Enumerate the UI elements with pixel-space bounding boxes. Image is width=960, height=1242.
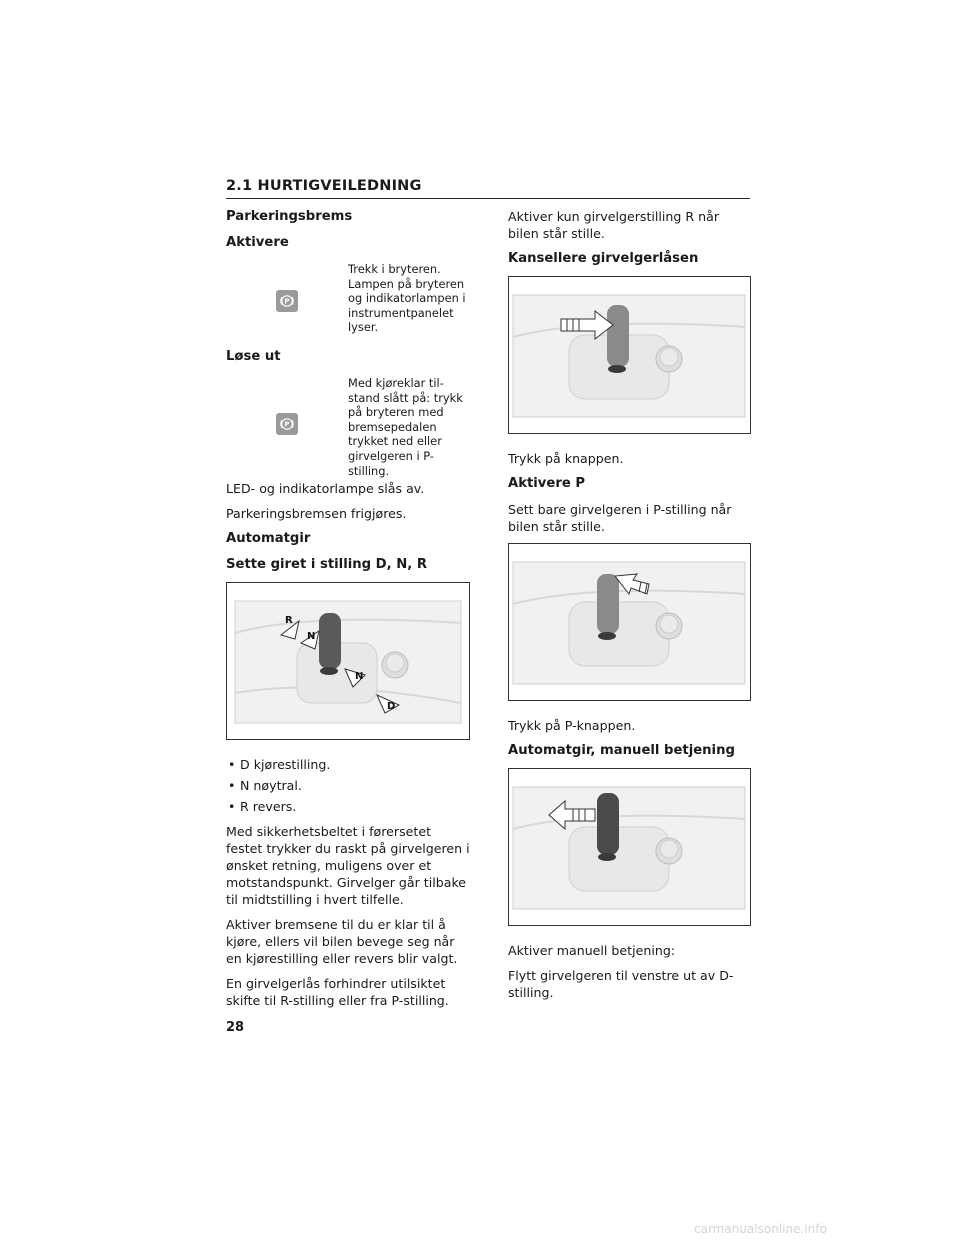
manual-mode-illustration bbox=[509, 769, 750, 925]
heading-activate-p: Aktivere P bbox=[508, 476, 586, 491]
para-press-p-button: Trykk på P-knappen. bbox=[508, 718, 636, 733]
heading-cancel-lock: Kansellere girvelgerlåsen bbox=[508, 251, 699, 266]
heading-release: Løse ut bbox=[226, 349, 281, 364]
page-number: 28 bbox=[226, 1020, 245, 1035]
para-move-selector: Flytt girvelgeren til venstre ut av D-stilling. bbox=[508, 968, 734, 1000]
para-press-button: Trykk på knappen. bbox=[508, 451, 624, 466]
heading-activate: Aktivere bbox=[226, 235, 289, 250]
activate-text: Trekk i bryteren. Lampen på bryteren og indikatorlampen i instrumentpanelet lyser. bbox=[348, 262, 466, 335]
right-column bbox=[508, 208, 751, 1009]
figure-label-d: D bbox=[387, 701, 396, 712]
para-r: Aktiver kun girvelgerstilling R når bilen står stille. bbox=[508, 209, 719, 241]
svg-text:P: P bbox=[284, 420, 290, 429]
activate-instruction bbox=[226, 260, 470, 342]
release-instruction bbox=[226, 374, 470, 478]
manual-mode-figure bbox=[508, 768, 751, 926]
p-button-figure bbox=[508, 543, 751, 701]
heading-automatic: Automatgir bbox=[226, 531, 311, 546]
gear-selector-dnr-figure bbox=[226, 582, 470, 740]
list-item: • D kjørestilling. bbox=[226, 756, 470, 773]
left-column bbox=[226, 208, 470, 1017]
para-brakes: Aktiver bremsene til du er klar til å kjøre, ellers vil bilen bevege seg når en kjørestilling eller revers blir valgt. bbox=[226, 917, 458, 966]
figure-label-r: R bbox=[285, 615, 293, 626]
gear-position-list bbox=[226, 756, 470, 815]
para-released: Parkeringsbremsen frigjøres. bbox=[226, 506, 407, 521]
section-header: 2.1 HURTIGVEILEDNING bbox=[226, 178, 750, 199]
heading-parking-brake: Parkeringsbrems bbox=[226, 209, 353, 224]
heading-dnr: Sette giret i stilling D, N, R bbox=[226, 557, 427, 572]
para-belt: Med sikkerhetsbeltet i førersetet festet trykker du raskt på girvelgeren i ønsket retning, muligens over et motstandspunkt. Girvelger går tilbake til midtstilling i hvert tilfelle. bbox=[226, 824, 470, 907]
watermark: carmanualsonline.info bbox=[694, 1222, 827, 1236]
para-p: Sett bare girvelgeren i P-stilling når bilen står stille. bbox=[508, 502, 732, 534]
figure-label-n: N bbox=[355, 671, 364, 682]
figure-label-n: N bbox=[307, 631, 316, 642]
parking-brake-icon bbox=[276, 413, 298, 435]
para-lock: En girvelgerlås forhindrer utilsiktet skifte til R-stilling eller fra P-stilling. bbox=[226, 976, 449, 1008]
parking-brake-icon bbox=[276, 290, 298, 312]
list-item: • R revers. bbox=[226, 798, 470, 815]
list-item: • N nøytral. bbox=[226, 777, 470, 794]
para-led: LED- og indikatorlampe slås av. bbox=[226, 481, 425, 496]
gear-lock-release-figure bbox=[508, 276, 751, 434]
gear-lock-illustration bbox=[509, 277, 750, 433]
release-text: Med kjøreklar til-stand slått på: trykk på bryteren med bremsepedalen trykket ned eller girvelgeren i P-stilling. bbox=[348, 376, 463, 478]
gear-selector-illustration bbox=[227, 583, 469, 739]
heading-manual: Automatgir, manuell betjening bbox=[508, 743, 735, 758]
para-manual: Aktiver manuell betjening: bbox=[508, 943, 676, 958]
svg-text:P: P bbox=[284, 297, 290, 306]
p-button-illustration bbox=[509, 544, 750, 700]
